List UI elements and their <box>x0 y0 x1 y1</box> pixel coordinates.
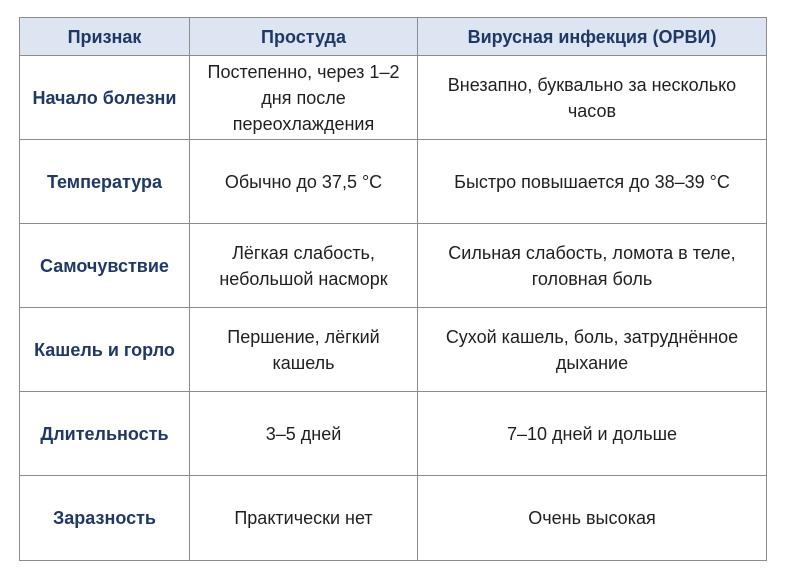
row-cold-cell: Лёгкая слабость, небольшой насморк <box>190 224 418 308</box>
row-virus-cell: Очень высокая <box>418 476 767 561</box>
table-row <box>20 224 767 308</box>
row-feature-cell: Длительность <box>20 392 190 476</box>
row-cold-cell: Практически нет <box>190 476 418 561</box>
row-virus-cell: 7–10 дней и дольше <box>418 392 767 476</box>
row-virus-cell: Быстро повышается до 38–39 °C <box>418 140 767 224</box>
table-row <box>20 56 767 140</box>
table-row <box>20 140 767 224</box>
row-cold-cell: Першение, лёгкий кашель <box>190 308 418 392</box>
row-virus-cell: Сухой кашель, боль, затруднённое дыхание <box>418 308 767 392</box>
table-row <box>20 308 767 392</box>
row-feature-cell: Заразность <box>20 476 190 561</box>
row-virus-cell: Сильная слабость, ломота в теле, головная боль <box>418 224 767 308</box>
table-row <box>20 392 767 476</box>
header-feature: Признак <box>20 18 190 56</box>
row-feature-cell: Температура <box>20 140 190 224</box>
row-cold-cell: Обычно до 37,5 °C <box>190 140 418 224</box>
table-row <box>20 476 767 561</box>
row-feature-cell: Самочувствие <box>20 224 190 308</box>
row-virus-cell: Внезапно, буквально за несколько часов <box>418 56 767 140</box>
cold-vs-virus-comparison-table <box>19 17 767 561</box>
header-virus: Вирусная инфекция (ОРВИ) <box>418 18 767 56</box>
table-header-row <box>20 18 767 56</box>
row-cold-cell: 3–5 дней <box>190 392 418 476</box>
comparison-table-container <box>19 17 767 561</box>
row-feature-cell: Кашель и горло <box>20 308 190 392</box>
row-feature-cell: Начало болезни <box>20 56 190 140</box>
header-cold: Простуда <box>190 18 418 56</box>
row-cold-cell: Постепенно, через 1–2 дня после переохлаждения <box>190 56 418 140</box>
